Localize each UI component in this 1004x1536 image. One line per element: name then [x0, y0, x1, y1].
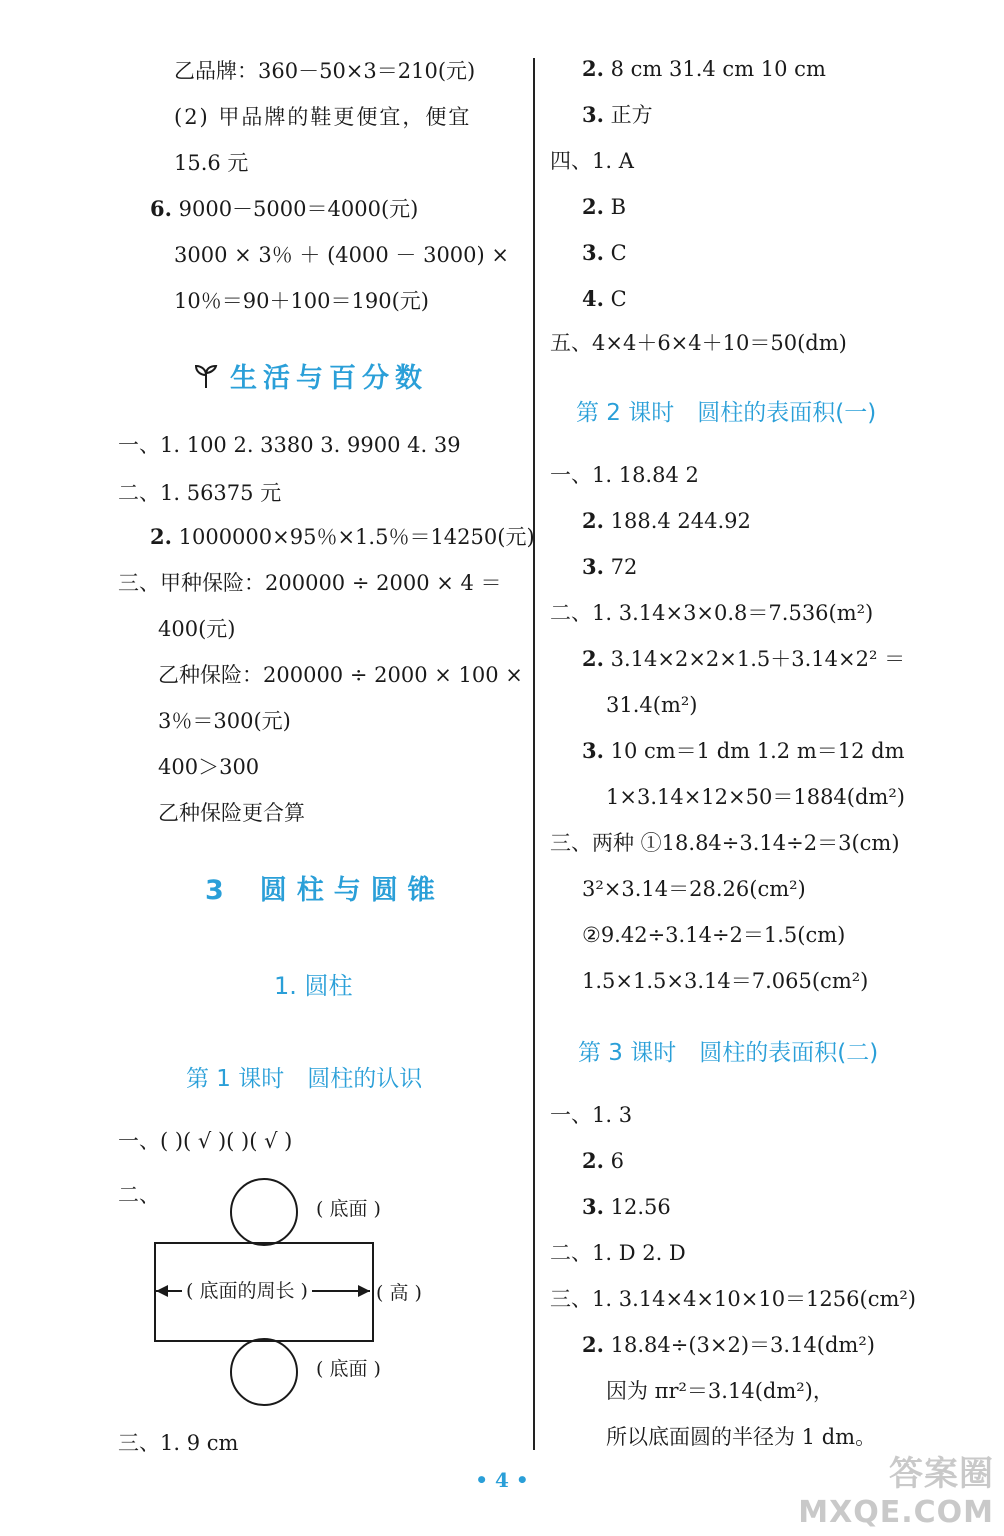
arrow-left-icon [156, 1284, 168, 1298]
answer-text: C [603, 241, 627, 265]
answer-text: 10 cm＝1 dm 1.2 m＝12 dm [603, 739, 905, 763]
item-number: 3. [582, 738, 604, 763]
watermark-logo [798, 1446, 994, 1530]
cylinder-net-diagram [150, 1176, 460, 1432]
answer-line: 一、1. 18.84 2 [550, 463, 699, 487]
answer-line: 二、 [118, 1183, 160, 1207]
answer-line: 1×3.14×12×50＝1884(dm²) [606, 785, 905, 809]
answer-line: 二、1. 3.14×3×0.8＝7.536(m²) [550, 601, 874, 625]
answer-text: C [603, 287, 627, 311]
answer-text: 1000000×95％×1.5％＝14250(元) [171, 525, 535, 549]
answer-line: 一、1. 3 [550, 1103, 633, 1127]
answer-line: 三、1. 3.14×4×10×10＝1256(cm²) [550, 1287, 916, 1311]
answer-line [582, 1148, 624, 1174]
subsection-heading: 1. 圆柱 [274, 972, 353, 1000]
answer-line: 乙品牌：360－50×3＝210(元) [174, 59, 476, 83]
answer-line [582, 1194, 671, 1220]
lesson-heading: 第 1 课时 圆柱的认识 [186, 1066, 423, 1092]
unit-heading [205, 868, 445, 907]
arrow-right-icon [358, 1284, 370, 1298]
watermark-en: MXQE.COM [798, 1495, 994, 1530]
answer-line: 乙种保险更合算 [158, 801, 305, 825]
answer-line [150, 196, 418, 222]
item-number: 3. [582, 240, 604, 265]
answer-line: 乙种保险：200000 ÷ 2000 × 100 × [158, 663, 523, 687]
answer-text: 6 [603, 1149, 624, 1173]
answer-line: 3000 × 3％ ＋ (4000 － 3000) × [174, 243, 509, 267]
item-number: 2. [582, 1148, 604, 1173]
section-heading [192, 356, 428, 397]
answer-line: 3²×3.14＝28.26(cm²) [582, 877, 806, 901]
label-base-bottom: ( 底面 ) [316, 1358, 381, 1380]
answer-text: B [603, 195, 627, 219]
sprout-icon [192, 362, 220, 397]
answer-line: 一、1. 100 2. 3380 3. 9900 4. 39 [118, 433, 461, 457]
answer-line: 因为 πr²＝3.14(dm²)， [606, 1379, 834, 1403]
answer-text: 8 cm 31.4 cm 10 cm [603, 57, 826, 81]
label-base-top: ( 底面 ) [316, 1198, 381, 1220]
watermark-cn: 答案圈 [889, 1454, 994, 1494]
answer-line: 15.6 元 [174, 151, 249, 175]
answer-line: ②9.42÷3.14÷2＝1.5(cm) [582, 923, 846, 947]
answer-line [150, 524, 535, 550]
bottom-circle [230, 1338, 298, 1406]
item-number: 2. [582, 508, 604, 533]
answer-text: 12.56 [603, 1195, 671, 1219]
item-number: 2. [582, 56, 604, 81]
unit-number: 3 [205, 875, 230, 906]
answer-line: 二、1. 56375 元 [118, 481, 282, 505]
answer-line: 400(元) [158, 617, 236, 641]
answer-line [582, 554, 637, 580]
section-title: 生活与百分数 [230, 363, 428, 394]
answer-text: 72 [603, 555, 638, 579]
answer-line: 二、1. D 2. D [550, 1241, 686, 1265]
answer-text: 3.14×2×2×1.5＋3.14×2² ＝ [603, 647, 906, 671]
answer-line: 三、1. 9 cm [118, 1431, 239, 1455]
lesson-heading: 第 3 课时 圆柱的表面积(二) [578, 1040, 879, 1066]
answer-line: 一、( )( √ )( )( √ ) [118, 1129, 293, 1153]
answer-line: 1.5×1.5×3.14＝7.065(cm²) [582, 969, 869, 993]
answer-line [582, 1332, 875, 1358]
answer-line: 400＞300 [158, 755, 260, 779]
answer-line [582, 738, 905, 764]
label-height: ( 高 ) [376, 1282, 422, 1304]
answer-line: 五、4×4＋6×4＋10＝50(dm) [550, 331, 847, 355]
answer-text: 18.84÷(3×2)＝3.14(dm²) [603, 1333, 875, 1357]
answer-line: (2) 甲品牌的鞋更便宜，便宜 [174, 105, 472, 129]
answer-line: 三、甲种保险：200000 ÷ 2000 × 4 ＝ [118, 571, 502, 595]
answer-line [582, 102, 653, 128]
item-number: 2. [582, 1332, 604, 1357]
answer-line [582, 646, 905, 672]
top-circle [230, 1178, 298, 1246]
answer-text: 正方 [603, 103, 653, 127]
answer-line: 三、两种 ①18.84÷3.14÷2＝3(cm) [550, 831, 900, 855]
page-number: • 4 • [475, 1468, 529, 1492]
answer-line [582, 56, 826, 82]
answer-line [582, 508, 751, 534]
item-number: 3. [582, 102, 604, 127]
answer-line [582, 286, 627, 312]
answer-line [582, 240, 627, 266]
answer-line: 10％＝90＋100＝190(元) [174, 289, 429, 313]
label-base-circumference: ( 底面的周长 ) [182, 1278, 312, 1304]
answer-text: 188.4 244.92 [603, 509, 751, 533]
column-divider [533, 58, 535, 1450]
lesson-heading: 第 2 课时 圆柱的表面积(一) [576, 400, 877, 426]
item-number: 2. [582, 646, 604, 671]
item-number: 3. [582, 554, 604, 579]
answer-line: 四、1. A [550, 149, 634, 173]
answer-line: 31.4(m²) [606, 693, 698, 717]
answer-text: 9000－5000＝4000(元) [171, 197, 419, 221]
item-number: 6. [150, 196, 172, 221]
answer-line [582, 194, 626, 220]
item-number: 2. [150, 524, 172, 549]
item-number: 4. [582, 286, 604, 311]
item-number: 3. [582, 1194, 604, 1219]
answer-line: 所以底面圆的半径为 1 dm。 [606, 1425, 877, 1449]
item-number: 2. [582, 194, 604, 219]
answer-line: 3％＝300(元) [158, 709, 291, 733]
unit-title: 圆柱与圆锥 [259, 875, 445, 906]
